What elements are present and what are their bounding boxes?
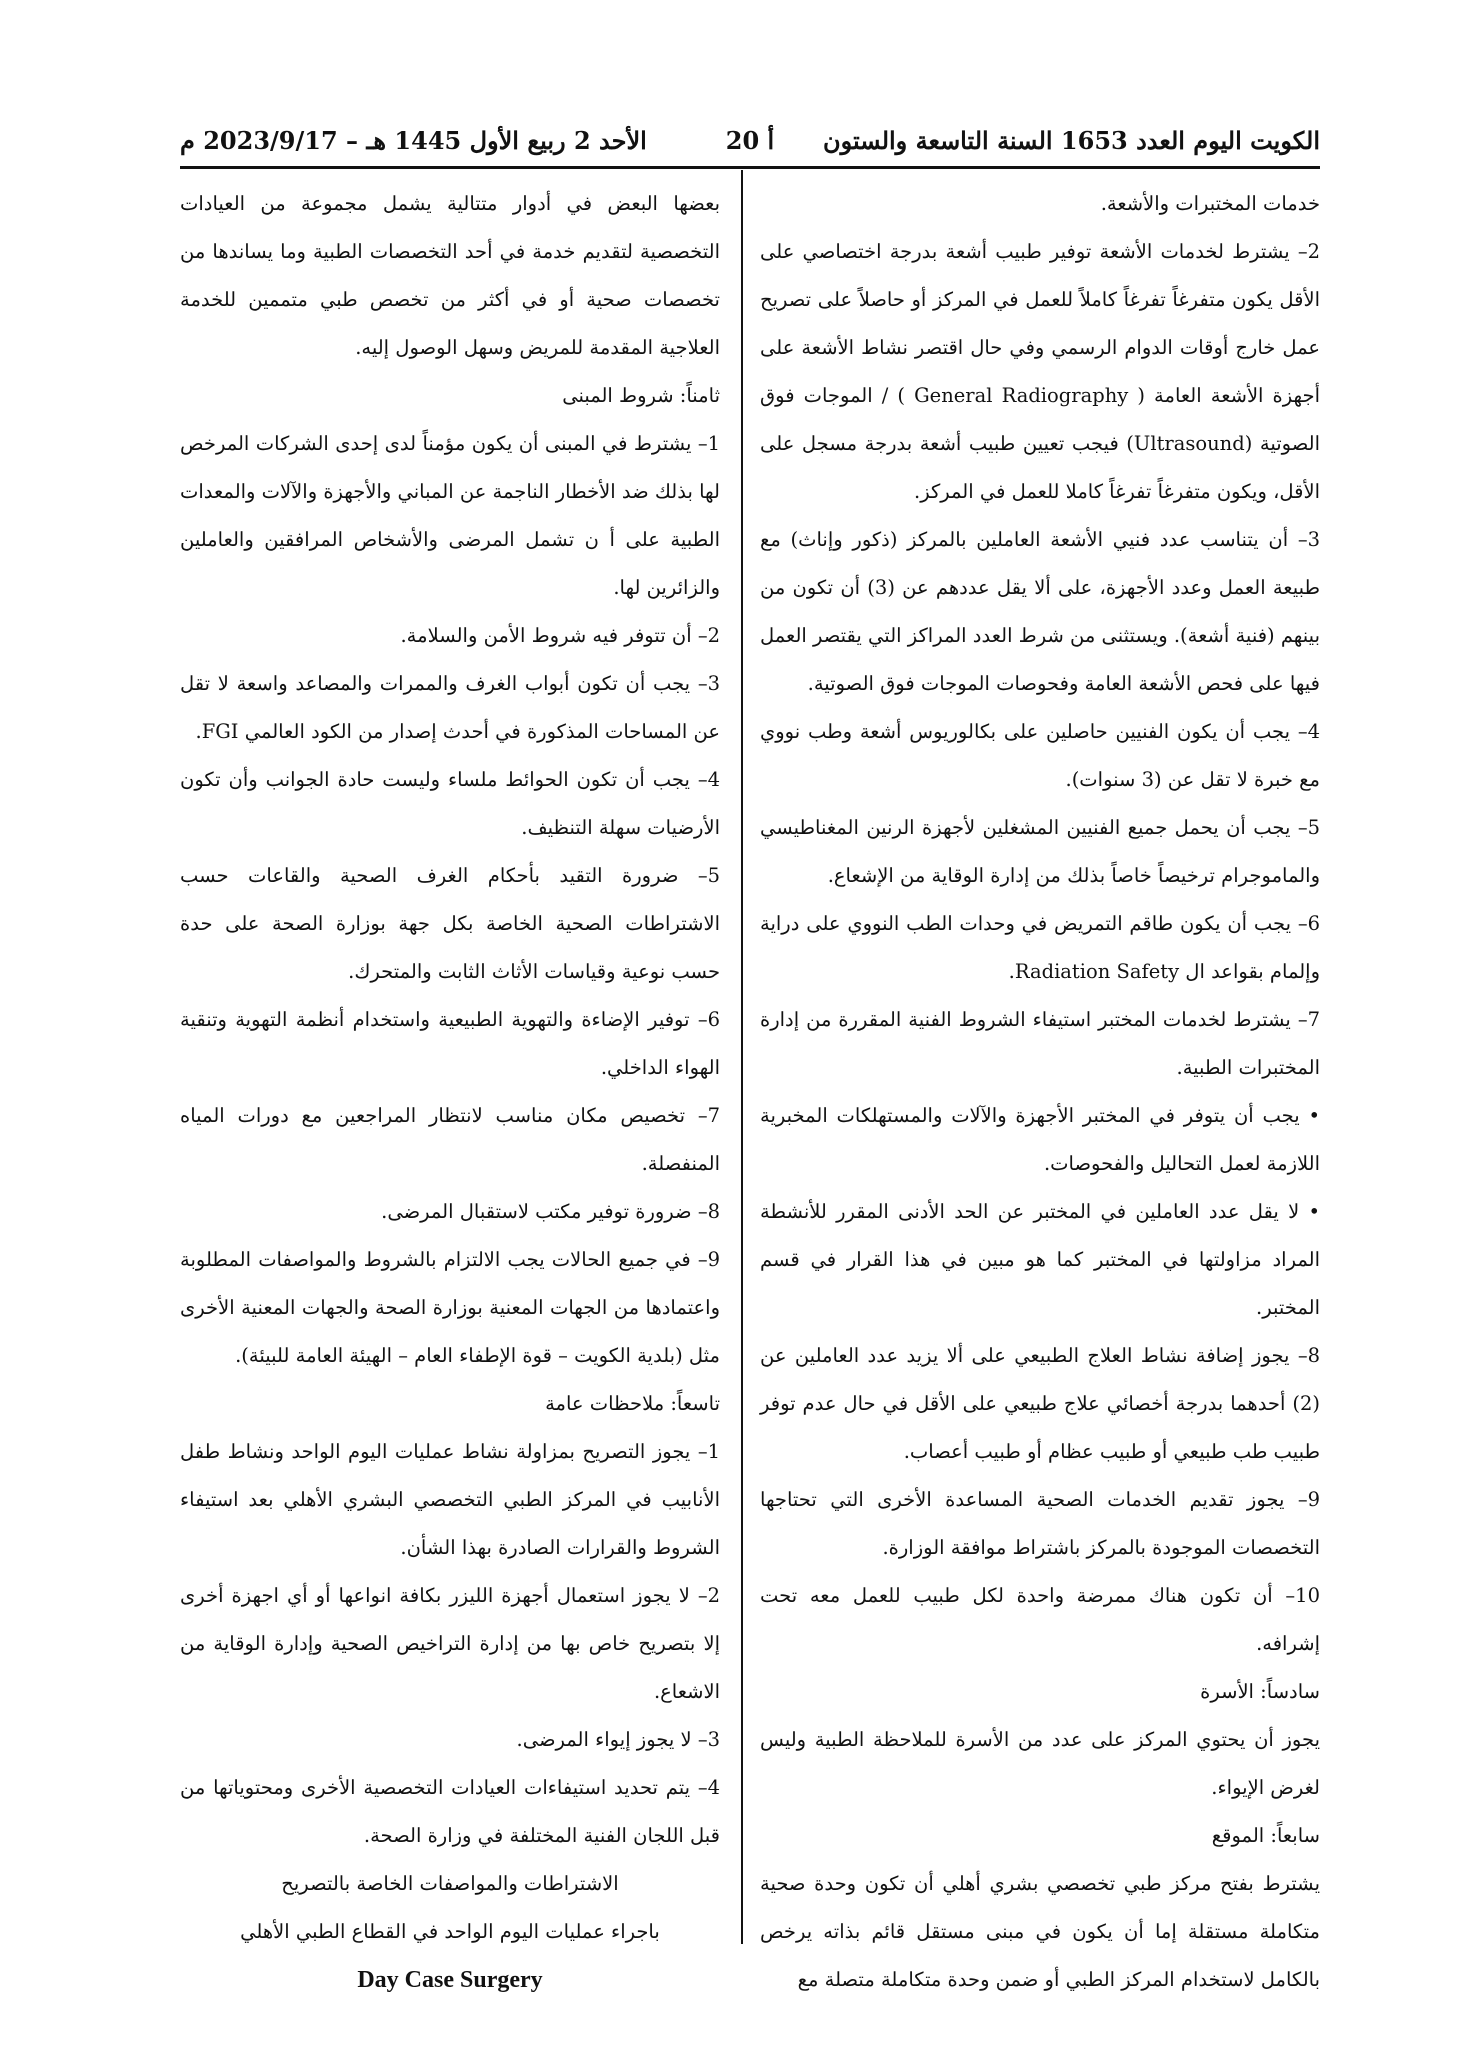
paragraph: 1– يشترط في المبنى أن يكون مؤمناً لدى إحدى الشركات المرخص لها بذلك ضد الأخطار الناجمة عن المباني والأجهزة والآلات والمعدات الطبية على أ ن تشمل المرضى والأشخاص المرافقين والعاملين والزائرين لها. [180,432,720,599]
section-subtitle: باجراء عمليات اليوم الواحد في القطاع الطبي الأهلي [240,1920,660,1943]
paragraph: 8– ضرورة توفير مكتب لاستقبال المرضى. [381,1200,720,1223]
english-section-title: Day Case Surgery [357,1967,543,1993]
paragraph: 4– يتم تحديد استيفاءات العيادات التخصصية الأخرى ومحتوياتها من قبل اللجان الفنية المختلفة في وزارة الصحة. [180,1776,720,1847]
gazette-issue-info: الكويت اليوم العدد 1653 السنة التاسعة والستون [823,126,1320,155]
paragraph: 3– أن يتناسب عدد فنيي الأشعة العاملين بالمركز (ذكور وإناث) مع طبيعة العمل وعدد الأجهزة، على ألا يقل عددهم عن (3) أن تكون من بينهم (فنية أشعة). ويستثنى من شرط العدد المراكز التي يقتصر العمل فيها على فحص الأشعة العامة وفحوصات الموجات فوق الصوتية. [760,528,1320,695]
right-column [760,180,1320,2004]
paragraph: 4– يجب أن يكون الفنيين حاصلين على بكالوريوس أشعة وطب نووي مع خبرة لا تقل عن (3 سنوات). [760,720,1320,791]
bullet-item: • يجب أن يتوفر في المختبر الأجهزة والآلات والمستهلكات المخبرية اللازمة لعمل التحاليل والفحوصات. [760,1104,1320,1175]
paragraph: 6– يجب أن يكون طاقم التمريض في وحدات الطب النووي على دراية وإلمام بقواعد ال Radiation Safety. [760,912,1320,983]
paragraph: 5– يجب أن يحمل جميع الفنيين المشغلين لأجهزة الرنين المغناطيسي والماموجرام ترخيصاً خاصاً بذلك من إدارة الوقاية من الإشعاع. [760,816,1320,887]
paragraph: 2– لا يجوز استعمال أجهزة الليزر بكافة انواعها أو أي اجهزة أخرى إلا بتصريح خاص بها من إدارة التراخيص الصحية وإدارة الوقاية من الاشعاع. [180,1584,720,1703]
paragraph: 5– ضرورة التقيد بأحكام الغرف الصحية والقاعات حسب الاشتراطات الصحية الخاصة بكل جهة بوزارة الصحة على حدة حسب نوعية وقياسات الأثاث الثابت والمتحرك. [180,864,720,983]
paragraph: 3– يجب أن تكون أبواب الغرف والممرات والمصاعد واسعة لا تقل عن المساحات المذكورة في أحدث إصدار من الكود العالمي FGI. [180,672,720,743]
paragraph: 9– يجوز تقديم الخدمات الصحية المساعدة الأخرى التي تحتاجها التخصصات الموجودة بالمركز باشتراط موافقة الوزارة. [760,1488,1320,1559]
page-header [180,122,1320,162]
paragraph: خدمات المختبرات والأشعة. [1100,192,1320,215]
issue-date: الأحد 2 ربيع الأول 1445 هـ – 2023/9/17 م [180,126,647,155]
paragraph: 2– يشترط لخدمات الأشعة توفير طبيب أشعة بدرجة اختصاصي على الأقل يكون متفرغاً تفرغاً كاملاً للعمل في المركز أو حاصلاً على تصريح عمل خارج أوقات الدوام الرسمي وفي حال اقتصر نشاط الأشعة على أجهزة الأشعة العامة ( General Radiography ) / الموجات فوق الصوتية (Ultrasound) فيجب تعيين طبيب أشعة بدرجة مسجل على الأقل، ويكون متفرغاً تفرغاً كاملا للعمل في المركز. [760,240,1320,503]
page-number: أ 20 [725,126,775,155]
section-title: الاشتراطات والمواصفات الخاصة بالتصريح [281,1872,619,1895]
paragraph: 4– يجب أن تكون الحوائط ملساء وليست حادة الجوانب وأن تكون الأرضيات سهلة التنظيف. [180,768,720,839]
left-column [180,180,720,2004]
paragraph: 10– أن تكون هناك ممرضة واحدة لكل طبيب للعمل معه تحت إشرافه. [760,1584,1320,1655]
column-divider [741,170,743,1944]
section-heading: ثامناً: شروط المبنى [562,384,720,407]
section-heading: سادساً: الأسرة [1200,1680,1320,1703]
bullet-item: • لا يقل عدد العاملين في المختبر عن الحد الأدنى المقرر للأنشطة المراد مزاولتها في المختبر كما هو مبين في هذا القرار في قسم المختبر. [760,1200,1320,1319]
paragraph: يجوز أن يحتوي المركز على عدد من الأسرة للملاحظة الطبية وليس لغرض الإيواء. [760,1728,1320,1799]
header-rule [180,166,1320,169]
section-heading: تاسعاً: ملاحظات عامة [545,1392,720,1415]
paragraph: 9– في جميع الحالات يجب الالتزام بالشروط والمواصفات المطلوبة واعتمادها من الجهات المعنية بوزارة الصحة والجهات المعنية الأخرى مثل (بلدية الكويت – قوة الإطفاء العام – الهيئة العامة للبيئة). [180,1248,720,1367]
paragraph: 7– يشترط لخدمات المختبر استيفاء الشروط الفنية المقررة من إدارة المختبرات الطبية. [760,1008,1320,1079]
section-heading: سابعاً: الموقع [1211,1824,1320,1847]
paragraph: 3– لا يجوز إيواء المرضى. [516,1728,720,1751]
paragraph: يشترط بفتح مركز طبي تخصصي بشري أهلي أن تكون وحدة صحية متكاملة مستقلة إما أن يكون في مبنى مستقل قائم بذاته يرخص بالكامل لاستخدام المركز الطبي أو ضمن وحدة متكاملة متصلة مع [760,1872,1320,1991]
paragraph: 7– تخصيص مكان مناسب لانتظار المراجعين مع دورات المياه المنفصلة. [180,1104,720,1175]
paragraph: 8– يجوز إضافة نشاط العلاج الطبيعي على ألا يزيد عدد العاملين عن (2) أحدهما بدرجة أخصائي علاج طبيعي على الأقل في حال عدم توفر طبيب طب طبيعي أو طبيب عظام أو طبيب أعصاب. [760,1344,1320,1463]
paragraph: 6– توفير الإضاءة والتهوية الطبيعية واستخدام أنظمة التهوية وتنقية الهواء الداخلي. [180,1008,720,1079]
paragraph: 2– أن تتوفر فيه شروط الأمن والسلامة. [400,624,720,647]
paragraph: بعضها البعض في أدوار متتالية يشمل مجموعة من العيادات التخصصية لتقديم خدمة في أحد التخصصات الطبية وما يساندها من تخصصات صحية أو في أكثر من تخصص طبي متممين للخدمة العلاجية المقدمة للمريض وسهل الوصول إليه. [180,192,720,359]
paragraph: 1– يجوز التصريح بمزاولة نشاط عمليات اليوم الواحد ونشاط طفل الأنابيب في المركز الطبي التخصصي البشري الأهلي بعد استيفاء الشروط والقرارات الصادرة بهذا الشأن. [180,1440,720,1559]
